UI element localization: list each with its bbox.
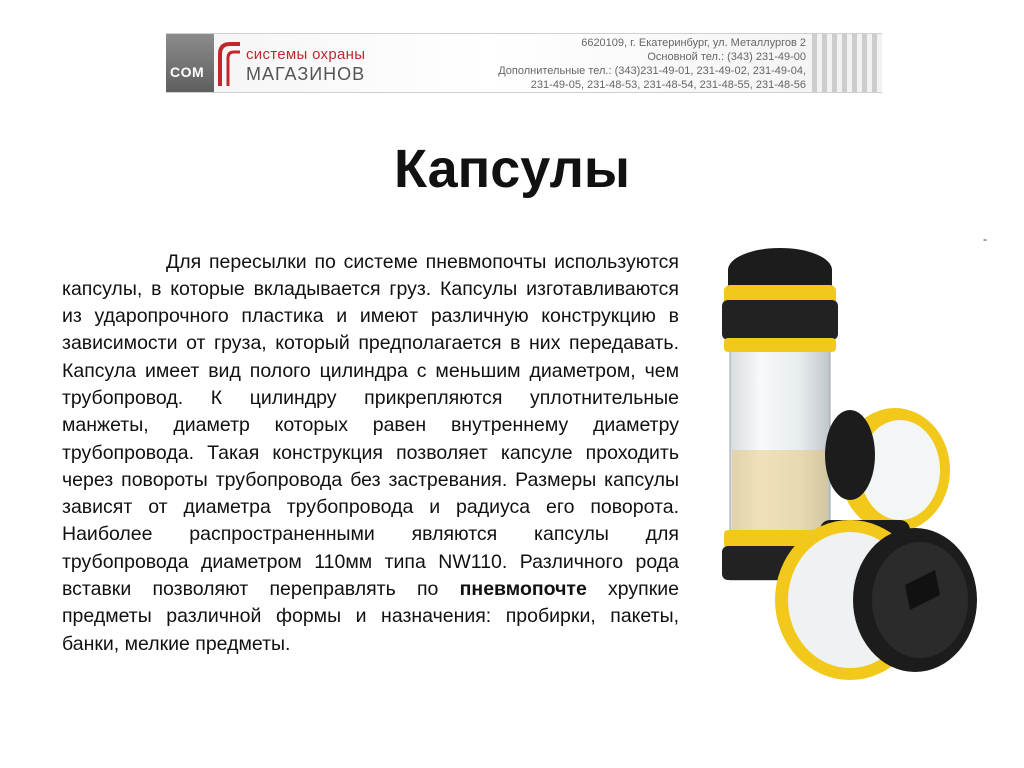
logo-mark-icon [216,40,240,86]
contact-line: Основной тел.: (343) 231-49-00 [647,51,806,63]
logo-line2: МАГАЗИНОВ [246,64,366,84]
page-title: Капсулы [393,139,631,199]
logo-com-text: COM [170,64,205,80]
contact-info [498,36,806,92]
body-paragraph [62,249,679,658]
body-text-before: Для пересылки по системе пневмопочты используются капсулы, в которые вкладывается груз. Капсулы изготавливаются из ударопрочного пластика и имеют различную конструкцию в зависимости от груза, который предполагается в них передавать. Капсула имеет вид полого цилиндра с меньшим диаметром, чем трубопровод. К цилиндру прикрепляются уплотнительные манжеты, диаметр которых равен внутреннему диаметру трубопровода. Такая конструкция позволяет капсуле проходить через повороты трубопровода без застревания. Размеры капсулы зависят от диаметра трубопровода и радиуса его поворота. Наиболее распространенными являются капсулы для трубопровода диаметром 110мм типа NW110. Различного рода вставки позволяют переправлять по [62,250,679,601]
logo-box [166,34,214,92]
contact-line: Дополнительные тел.: (343)231-49-01, 231-49-02, 231-49-04, [498,65,806,77]
contact-line: 231-49-05, 231-48-53, 231-48-54, 231-48-55, 231-48-56 [530,79,806,91]
front-capsule-icon [775,520,977,680]
header-banner [166,33,882,93]
stray-dash: - [983,232,987,246]
contact-line: 6620109, г. Екатеринбург, ул. Металлургов 2 [581,37,806,49]
capsule-image [700,230,1000,700]
body-text-after: хрупкие предметы различной формы и назначения: пробирки, пакеты, банки, мелкие предметы. [62,578,680,655]
body-bold-word: пневмопочте [459,578,587,601]
decorative-stripes [812,34,882,92]
logo-line1: системы охраны [246,46,366,63]
